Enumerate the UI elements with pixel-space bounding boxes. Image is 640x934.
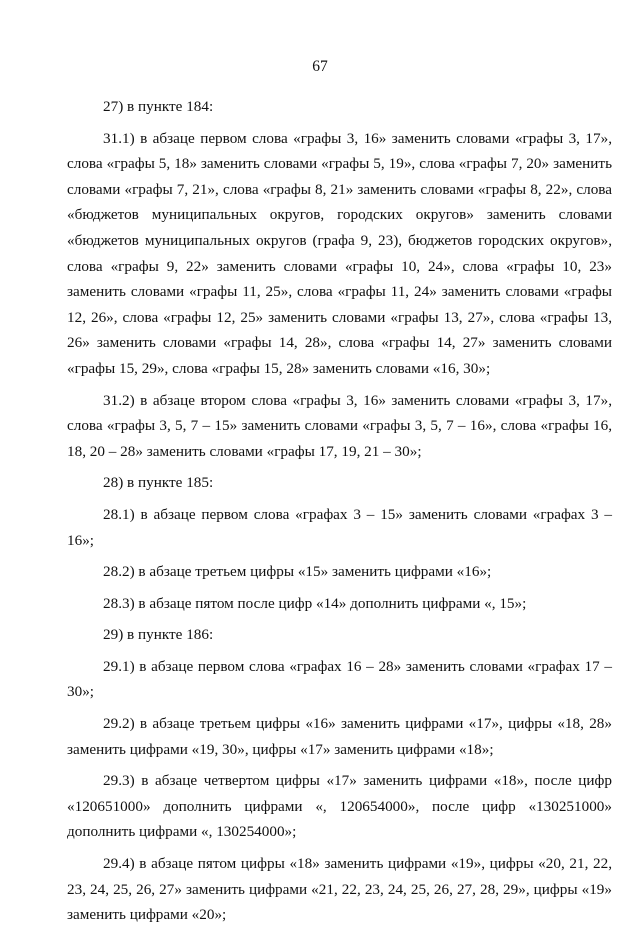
paragraph-item-28-heading: 28) в пункте 185: — [103, 474, 214, 492]
paragraph-29-1: 29.1) в абзаце первом слова «графах 16 – 28» заменить словами «графах 17 – 30»; — [67, 657, 612, 701]
paragraph-29-2: 29.2) в абзаце третьем цифры «16» заменить цифрами «17», цифры «18, 28» заменить цифрами «19, 30», цифры «17» заменить цифрами «18»; — [67, 715, 612, 758]
paragraph-item-27-heading: 27) в пункте 184: — [103, 98, 214, 115]
paragraph-29-4: 29.4) в абзаце пятом цифры «18» заменить цифрами «19», цифры «20, 21, 22, 23, 24, 25, 26, 27» заменить цифрами «21, 22, 23, 24, 25, 26, 27, 28, 29», цифры «19» заменить цифрами «20»; — [67, 855, 612, 924]
page-number: 67 — [312, 58, 328, 75]
paragraph-28-2: 28.2) в абзаце третьем цифры «15» заменить цифрами «16»; — [103, 563, 492, 581]
paragraph-28-3: 28.3) в абзаце пятом после цифр «14» дополнить цифрами «, 15»; — [103, 594, 527, 612]
paragraph-31-1: 31.1) в абзаце первом слова «графы 3, 16» заменить словами «графы 3, 17», слова «графы 5, 18» заменить словами «графы 5, 19», слова «графы 7, 20» заменить словами «графы 7, 21», слова «графы 8, 21» заменить словами «графы 8, 22», слова «бюджетов муниципальных округов, городских округов» заменить словами «бюджетов муниципальных округов (графа 9, 23), бюджетов городских округов», слова «графы 9, 22» заменить словами «графы 10, 24», слова «графы 10, 23» заменить словами «графы 11, 25», слова «графы 11, 24» заменить словами «графы 12, 26», слова «графы 12, 25» заменить словами «графы 13, 27», слова «графы 13, 26» заменить словами «графы 14, 28», слова «графы 14, 27» заменить словами «графы 15, 29», слова «графы 15, 28» заменить словами «16, 30»; — [67, 129, 612, 377]
paragraph-31-2: 31.2) в абзаце втором слова «графы 3, 16» заменить словами «графы 3, 17», слова «графы 3, 5, 7 – 15» заменить словами «графы 3, 5, 7 – 16», слова «графы 16, 18, 20 – 28» заменить словами «графы 17, 19, 21 – 30»; — [67, 391, 612, 460]
paragraph-item-29-heading: 29) в пункте 186: — [103, 626, 214, 644]
paragraph-29-3: 29.3) в абзаце четвертом цифры «17» заменить цифрами «18», после цифр «120651000» дополнить цифрами «, 120654000», после цифр «130251000» дополнить цифрами «, 130254000»; — [67, 772, 612, 841]
document-body — [67, 94, 612, 934]
paragraph-28-1: 28.1) в абзаце первом слова «графах 3 – 15» заменить словами «графах 3 – 16»; — [67, 505, 612, 549]
